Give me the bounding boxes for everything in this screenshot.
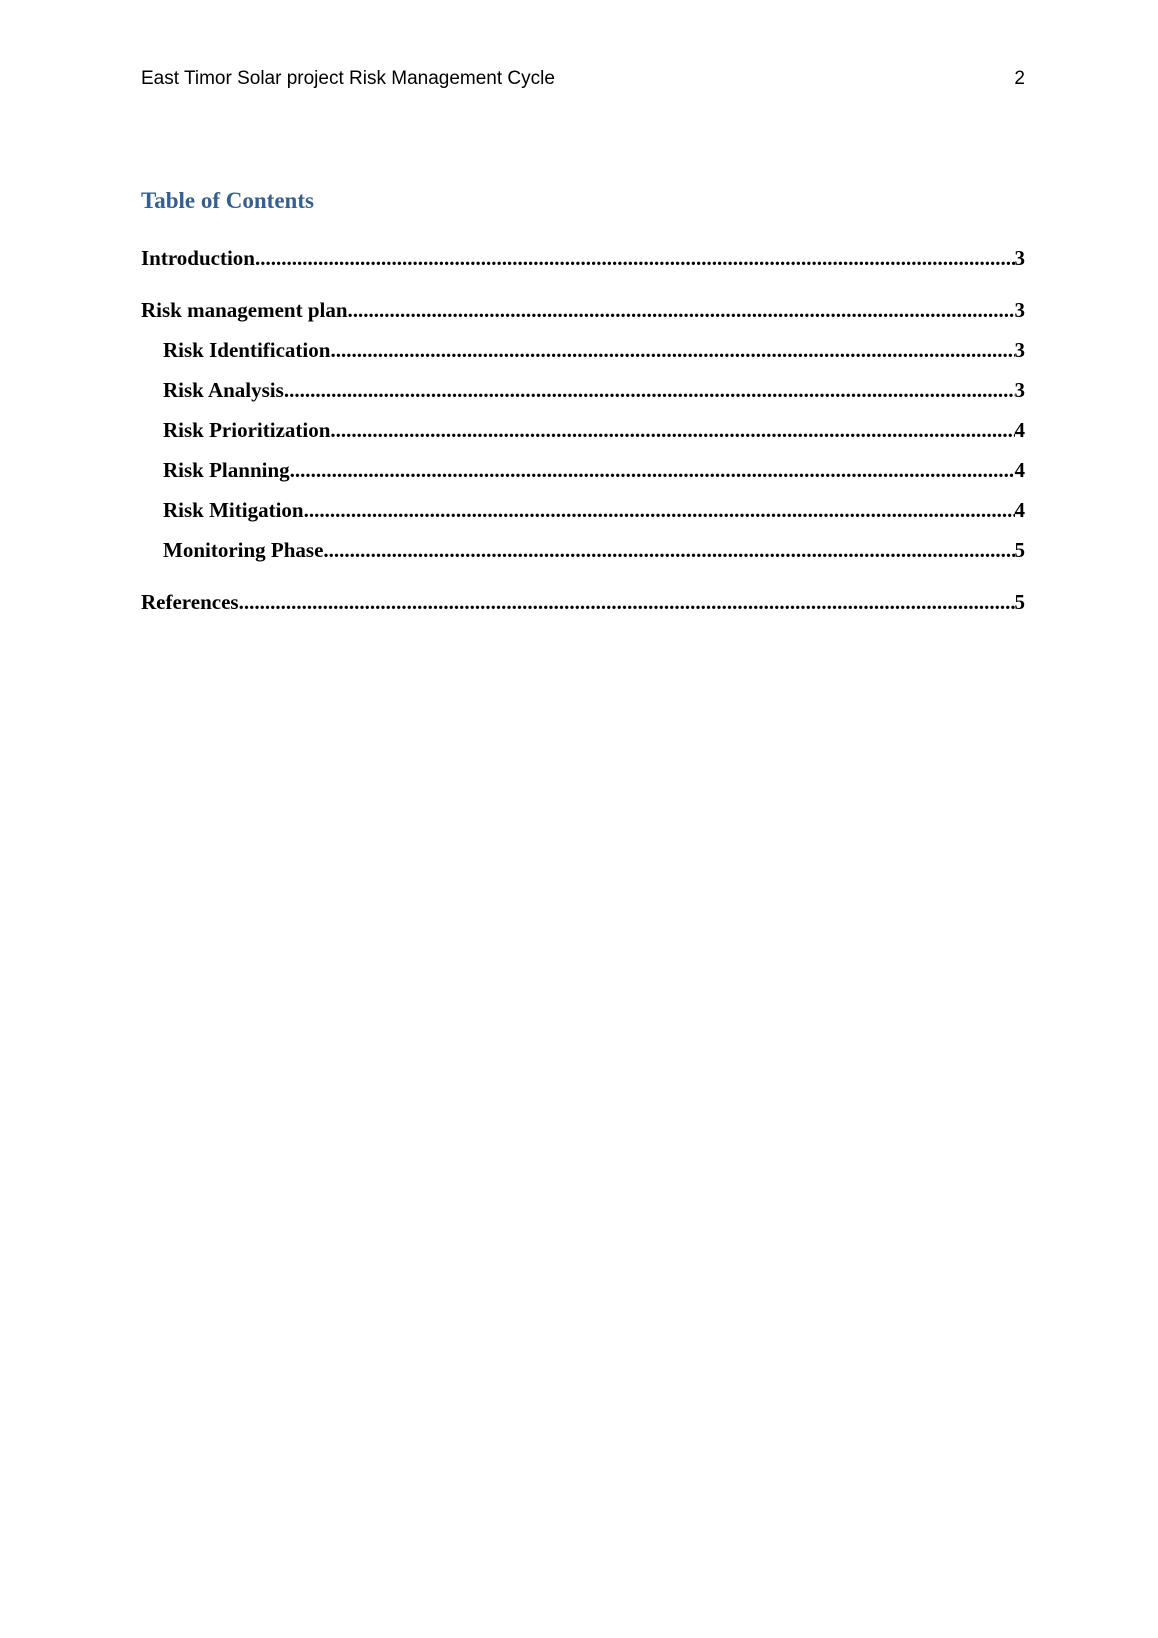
toc-entry-label: Risk Planning: [163, 458, 290, 482]
toc-entry-label: Risk Mitigation: [163, 498, 304, 522]
toc-dot-leader: [290, 450, 1015, 490]
page-number: 2: [1014, 68, 1025, 89]
toc-entry-label: Risk Analysis: [163, 378, 284, 402]
page-header: [141, 68, 1025, 90]
toc-entry-risk-planning[interactable]: [141, 450, 1025, 490]
toc-entry-label: Risk Prioritization: [163, 418, 331, 442]
toc-entry-page: 3: [1014, 378, 1025, 402]
toc-entry-introduction[interactable]: [141, 238, 1025, 278]
toc-entry-risk-management-plan[interactable]: [141, 290, 1025, 330]
toc-entry-page: 3: [1014, 246, 1025, 270]
toc-entry-page: 3: [1014, 338, 1025, 362]
toc-dot-leader: [330, 410, 1014, 450]
toc-entry-risk-prioritization[interactable]: [141, 410, 1025, 450]
toc-entry-label: References: [141, 590, 239, 614]
toc-entry-monitoring-phase[interactable]: [141, 530, 1025, 570]
toc-heading: Table of Contents: [141, 188, 314, 213]
toc-entry-page: 4: [1014, 498, 1025, 522]
toc-entry-page: 4: [1014, 458, 1025, 482]
toc-entry-risk-identification[interactable]: [141, 330, 1025, 370]
toc-entry-risk-mitigation[interactable]: [141, 490, 1025, 530]
toc-entry-risk-analysis[interactable]: [141, 370, 1025, 410]
running-title: East Timor Solar project Risk Management Cycle: [141, 68, 555, 89]
toc-entry-references[interactable]: [141, 582, 1025, 622]
toc-entry-page: 3: [1014, 298, 1025, 322]
toc-dot-leader: [255, 238, 1015, 278]
toc-entry-label: Risk Identification: [163, 338, 331, 362]
toc-dot-leader: [239, 582, 1015, 622]
toc-dot-leader: [330, 330, 1014, 370]
toc-entry-label: Risk management plan: [141, 298, 348, 322]
toc-dot-leader: [348, 290, 1015, 330]
toc-entry-label: Introduction: [141, 246, 255, 270]
toc-entry-page: 5: [1014, 538, 1025, 562]
toc-entry-page: 4: [1014, 418, 1025, 442]
table-of-contents: [141, 184, 1025, 622]
toc-dot-leader: [284, 370, 1015, 410]
toc-dot-leader: [323, 530, 1014, 570]
toc-entry-label: Monitoring Phase: [163, 538, 324, 562]
toc-dot-leader: [304, 490, 1015, 530]
toc-entry-page: 5: [1014, 590, 1025, 614]
